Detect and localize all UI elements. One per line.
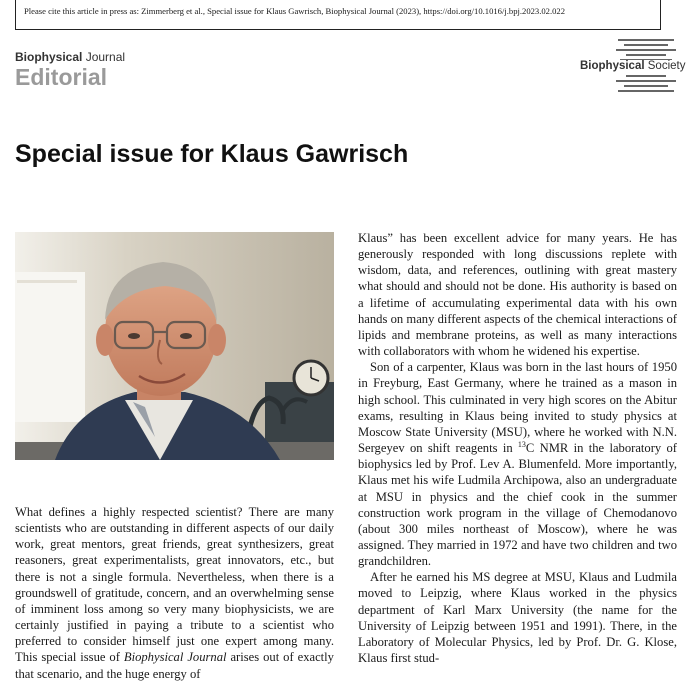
right-p2-superscript: 13 [517,439,526,449]
journal-name-rest: Journal [82,50,126,64]
citation-text: Please cite this article in press as: Zimmerberg et al., Special issue for Klaus Gawrisch, Biophysical Journal (2023), https://doi.org/10.1016/j.bpj.2023.02.022 [24,6,565,16]
society-name-bold: Biophysical [580,60,645,72]
body-right-column [358,230,677,666]
left-p1-text-a: What defines a highly respected scientist? There are many scientists who are outstanding in different aspects of our daily work, great mentors, great friends, great synthesizers, great reasoners, great experimentalists, great innovators, etc., but there is not a single formula. Nevertheless, when there is a groundswell of gratitude, concern, and an overwhelming sense of imminent loss among so very many biophysicists, we are certainly justified in paying a tribute to a scientist who preferred to consider himself just one expert among many. This special issue of [15,505,334,665]
portrait-illustration [15,232,334,460]
right-paragraph-3: After he earned his MS degree at MSU, Klaus and Ludmila moved to Leipzig, where Klaus worked in the physics department of Karl Marx University (the name for the University of Leipzig between 1951 and 1991). There, in the Laboratory of Molecular Physics, led by Prof. Dr. G. Klose, Klaus first stud- [358,570,677,666]
right-paragraph-2 [358,359,677,569]
society-name-rest: Society [644,60,686,72]
left-paragraph-1 [15,504,334,682]
society-name [580,60,687,72]
section-label: Editorial [15,64,108,90]
society-logo [580,38,686,96]
body-left-column [15,504,334,682]
journal-name-bold: Biophysical [15,50,83,64]
journal-name [15,50,125,64]
citation-banner [15,0,661,30]
left-p1-text-b: arises out of exactly that scenario, and the huge energy of [15,650,334,681]
right-p2-text-b: C NMR in the laboratory of biophysics led by Prof. Lev A. Blumenfeld. More importantly, Klaus met his wife Ludmila Archipowa, also an undergraduate at MSU in physics and the chief cook in the summer construction work program in the village of Chemodanovo (about 300 miles northeast of Moscow), where he was assigned. They married in 1972 and have two children and two grandchildren. [358,441,677,569]
left-p1-journal-italic: Biophysical Journal [123,650,227,665]
right-paragraph-1: Klaus” has been excellent advice for many years. He has generously responded with long discussions replete with wisdom, data, and references, outlining with great mastery what should and should not be done. His authority is based on a lifetime of accumulating experimental data with his own hands on many different aspects of the chemical interactions of lipids and membrane proteins, as well as many interactions with collaborators with whom he widened his expertise. [358,231,677,359]
right-p2-text-a: Son of a carpenter, Klaus was born in the last hours of 1950 in Freyburg, East Germany, where he trained as a mason in high school. This culminated in very high scores on the Abitur exams, resulting in Klaus being invited to study physics at Moscow State University (MSU), where he worked with N.N. Sergeyev on shift reagents in [358,360,677,456]
portrait-photo [15,232,334,460]
article-title: Special issue for Klaus Gawrisch [15,140,409,168]
